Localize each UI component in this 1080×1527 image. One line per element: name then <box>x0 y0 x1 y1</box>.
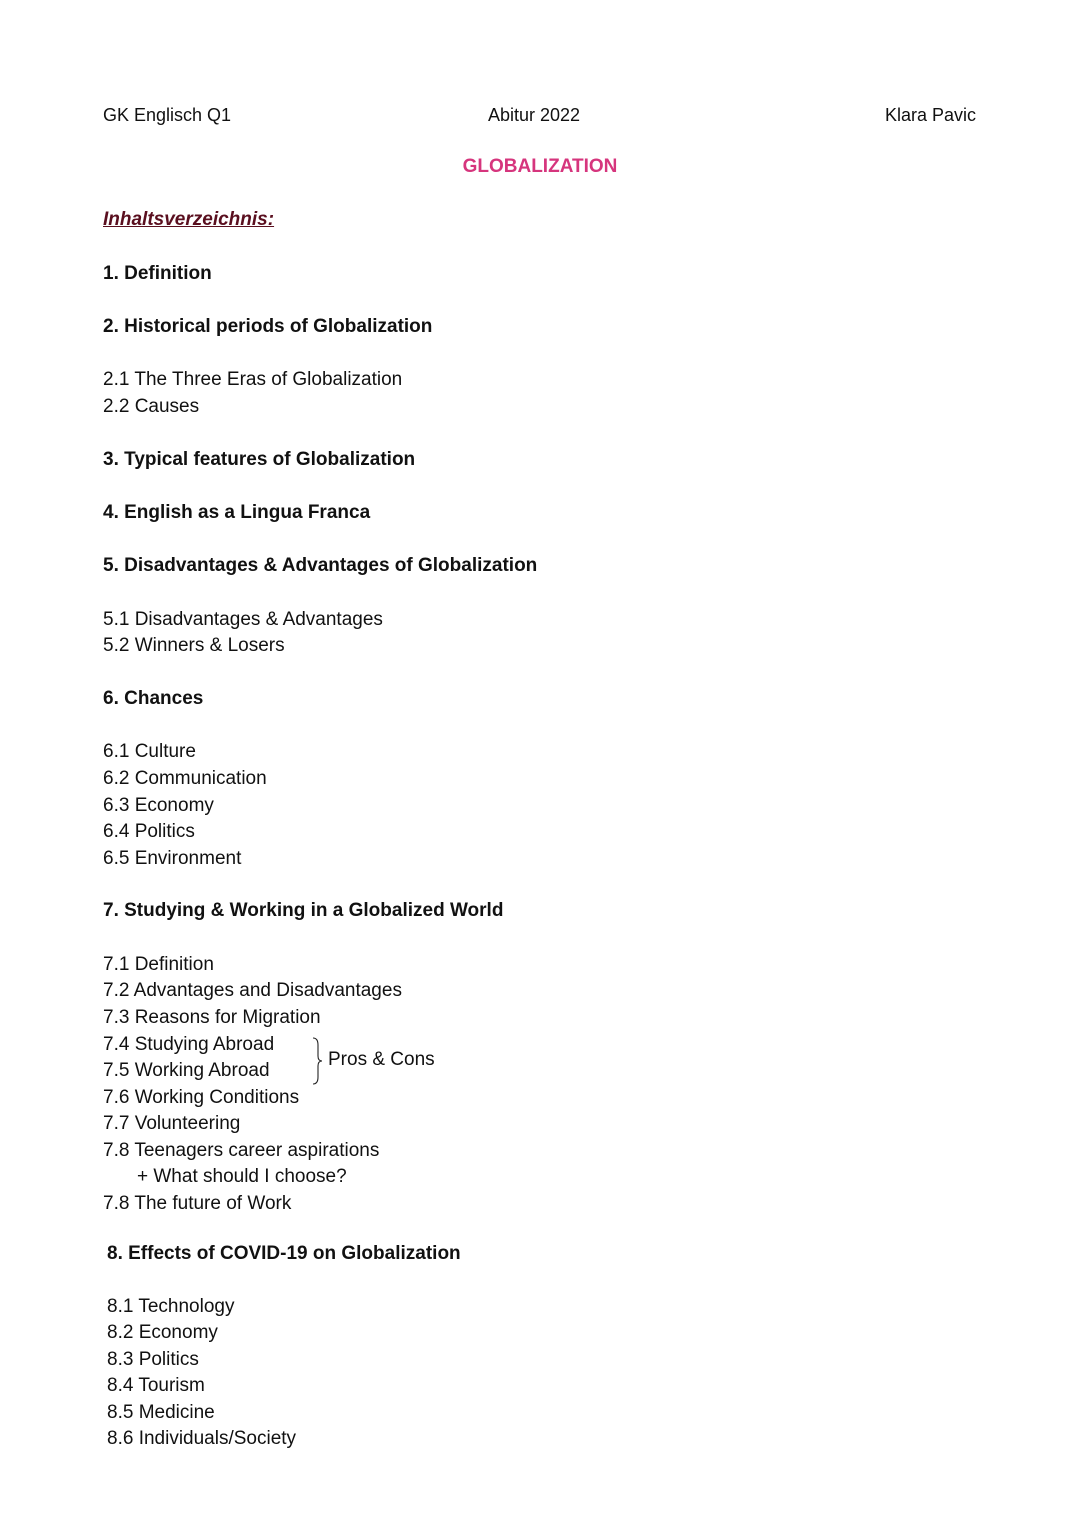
toc-item-7-7: 7.7 Volunteering <box>103 1113 241 1134</box>
toc-item-5-1: 5.1 Disadvantages & Advantages <box>103 609 383 630</box>
toc-item-2-2: 2.2 Causes <box>103 396 200 417</box>
toc-item-6-4: 6.4 Politics <box>103 821 195 842</box>
header-exam: Abitur 2022 <box>488 105 581 125</box>
toc-item-7-8-note: + What should I choose? <box>137 1166 347 1187</box>
toc-section-2: 2. Historical periods of Globalization <box>103 316 433 337</box>
toc-item-8-3: 8.3 Politics <box>107 1349 199 1370</box>
toc-item-7-2: 7.2 Advantages and Disadvantages <box>103 980 402 1001</box>
header-course: GK Englisch Q1 <box>103 105 232 125</box>
toc-section-5: 5. Disadvantages & Advantages of Globalization <box>103 555 538 576</box>
pros-cons-note: Pros & Cons <box>328 1049 435 1070</box>
toc-section-4: 4. English as a Lingua Franca <box>103 502 371 523</box>
toc-item-5-2: 5.2 Winners & Losers <box>103 635 285 656</box>
toc-item-7-8: 7.8 Teenagers career aspirations <box>103 1140 380 1161</box>
toc-item-7-4: 7.4 Studying Abroad <box>103 1034 275 1055</box>
toc-section-8: 8. Effects of COVID-19 on Globalization <box>107 1243 461 1264</box>
toc-item-8-4: 8.4 Tourism <box>107 1375 205 1396</box>
toc-section-1: 1. Definition <box>103 263 212 284</box>
toc-item-6-1: 6.1 Culture <box>103 741 196 762</box>
toc-item-6-5: 6.5 Environment <box>103 848 242 869</box>
toc-item-7-8-future: 7.8 The future of Work <box>103 1193 292 1214</box>
toc-item-7-3: 7.3 Reasons for Migration <box>103 1007 321 1028</box>
document-title: GLOBALIZATION <box>462 156 618 177</box>
toc-item-8-5: 8.5 Medicine <box>107 1402 215 1423</box>
toc-item-6-2: 6.2 Communication <box>103 768 267 789</box>
toc-section-6: 6. Chances <box>103 688 204 709</box>
toc-item-8-6: 8.6 Individuals/Society <box>107 1428 297 1449</box>
toc-item-8-2: 8.2 Economy <box>107 1322 218 1343</box>
toc-heading: Inhaltsverzeichnis: <box>103 209 275 230</box>
brace-icon <box>312 1037 322 1085</box>
toc-item-8-1: 8.1 Technology <box>107 1296 235 1317</box>
toc-item-2-1: 2.1 The Three Eras of Globalization <box>103 369 403 390</box>
toc-item-6-3: 6.3 Economy <box>103 795 214 816</box>
toc-item-7-5: 7.5 Working Abroad <box>103 1060 270 1081</box>
header-author: Klara Pavic <box>885 105 977 125</box>
toc-section-7: 7. Studying & Working in a Globalized World <box>103 900 504 921</box>
toc-section-3: 3. Typical features of Globalization <box>103 449 416 470</box>
toc-item-7-6: 7.6 Working Conditions <box>103 1087 300 1108</box>
toc-item-7-1: 7.1 Definition <box>103 954 214 975</box>
